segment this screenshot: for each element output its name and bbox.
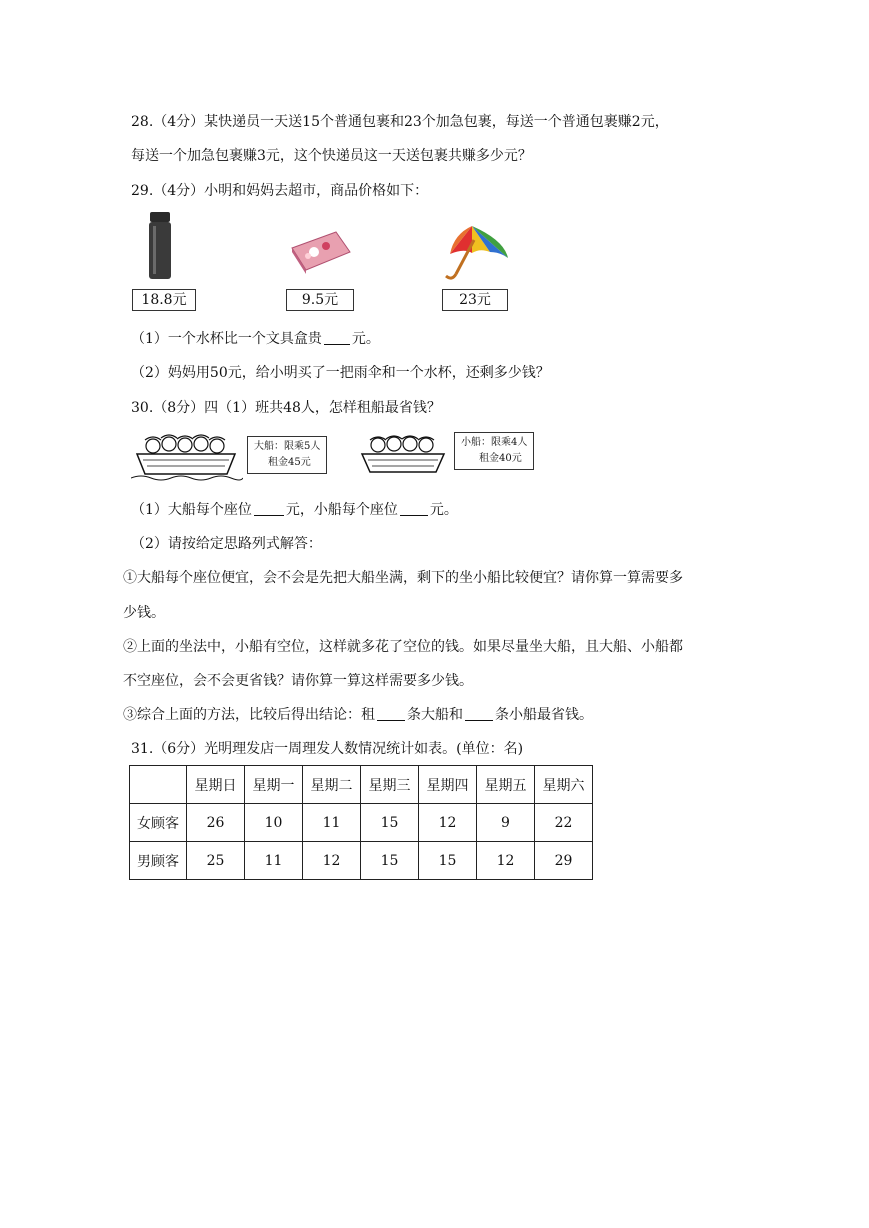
q30-title: 30.（8分）四（1）班共48人，怎样租船最省钱？ — [131, 400, 441, 416]
table-row — [130, 842, 593, 880]
table-cell: 12 — [303, 842, 361, 880]
table-header-cell — [130, 766, 187, 804]
small-boat-rent: 租金40元 — [479, 453, 522, 464]
table-row-label: 女顾客 — [130, 804, 187, 842]
table-header-cell: 星期四 — [419, 766, 477, 804]
table-cell: 29 — [535, 842, 593, 880]
table-header-cell: 星期二 — [303, 766, 361, 804]
q29-sub1 — [131, 329, 380, 349]
q30-p3-text-b: 条大船和 — [407, 707, 463, 723]
q30-sub2: （2）请按给定思路列式解答： — [131, 536, 322, 552]
small-boat-capacity: 小船：限乘4人 — [461, 437, 528, 448]
answer-blank[interactable] — [465, 706, 493, 721]
table-cell: 12 — [419, 804, 477, 842]
pencil-box-image — [288, 228, 352, 274]
q29-title: 29.（4分）小明和妈妈去超市，商品价格如下： — [131, 183, 429, 199]
q30-p2-line2: 不空座位，会不会更省钱？请你算一算这样需要多少钱。 — [123, 673, 473, 689]
table-header-cell: 星期日 — [187, 766, 245, 804]
price-pencil-box: 9.5元 — [286, 289, 354, 311]
thermos-cup-image — [146, 212, 174, 280]
big-boat-image — [131, 430, 243, 484]
table-cell: 12 — [477, 842, 535, 880]
table-cell: 22 — [535, 804, 593, 842]
table-header-cell: 星期三 — [361, 766, 419, 804]
table-header-cell: 星期六 — [535, 766, 593, 804]
q30-p3 — [123, 705, 593, 725]
table-cell: 10 — [245, 804, 303, 842]
table-cell: 15 — [419, 842, 477, 880]
q30-p3-text-c: 条小船最省钱。 — [495, 707, 593, 723]
table-cell: 26 — [187, 804, 245, 842]
small-boat-label — [454, 432, 534, 470]
answer-blank[interactable] — [400, 501, 428, 516]
small-boat-image — [358, 432, 448, 478]
table-cell: 15 — [361, 804, 419, 842]
q30-sub1-text-a: （1）大船每个座位 — [131, 502, 252, 518]
q30-sub1-text-c: 元。 — [429, 502, 458, 518]
table-header-cell: 星期五 — [477, 766, 535, 804]
q29-sub2: （2）妈妈用50元，给小明买了一把雨伞和一个水杯，还剩多少钱？ — [131, 365, 550, 381]
q30-sub1 — [131, 500, 458, 520]
table-row — [130, 804, 593, 842]
answer-blank[interactable] — [377, 706, 405, 721]
barber-stats-table — [129, 765, 593, 880]
q29-sub1-text: （1）一个水杯比一个文具盒贵 — [131, 331, 322, 347]
q28-line1: 28.（4分）某快递员一天送15个普通包裹和23个加急包裹，每送一个普通包裹赚2元， — [131, 114, 669, 130]
table-cell: 11 — [303, 804, 361, 842]
answer-blank[interactable] — [324, 330, 350, 345]
table-cell: 15 — [361, 842, 419, 880]
table-header-row — [130, 766, 593, 804]
price-cup: 18.8元 — [132, 289, 196, 311]
big-boat-rent: 租金45元 — [268, 457, 311, 468]
table-cell: 25 — [187, 842, 245, 880]
big-boat-capacity: 大船：限乘5人 — [254, 441, 321, 452]
umbrella-image — [440, 220, 510, 282]
table-row-label: 男顾客 — [130, 842, 187, 880]
table-header-cell: 星期一 — [245, 766, 303, 804]
q30-p1-line1: ①大船每个座位便宜，会不会是先把大船坐满，剩下的坐小船比较便宜？请你算一算需要多 — [123, 570, 683, 586]
q28-line2: 每送一个加急包裹赚3元，这个快递员这一天送包裹共赚多少元？ — [131, 148, 532, 164]
q30-sub1-text-b: 元，小船每个座位 — [285, 502, 398, 518]
table-cell: 11 — [245, 842, 303, 880]
q30-p1-line2: 少钱。 — [123, 605, 165, 621]
q31-title: 31.（6分）光明理发店一周理发人数情况统计如表。(单位：名) — [131, 741, 524, 757]
q30-p2-line1: ②上面的坐法中，小船有空位，这样就多花了空位的钱。如果尽量坐大船，且大船、小船都 — [123, 639, 683, 655]
big-boat-label — [247, 436, 327, 474]
q29-sub1-unit: 元。 — [351, 331, 380, 347]
answer-blank[interactable] — [254, 501, 284, 516]
table-cell: 9 — [477, 804, 535, 842]
q30-p3-text-a: ③综合上面的方法，比较后得出结论：租 — [123, 707, 375, 723]
price-umbrella: 23元 — [442, 289, 508, 311]
